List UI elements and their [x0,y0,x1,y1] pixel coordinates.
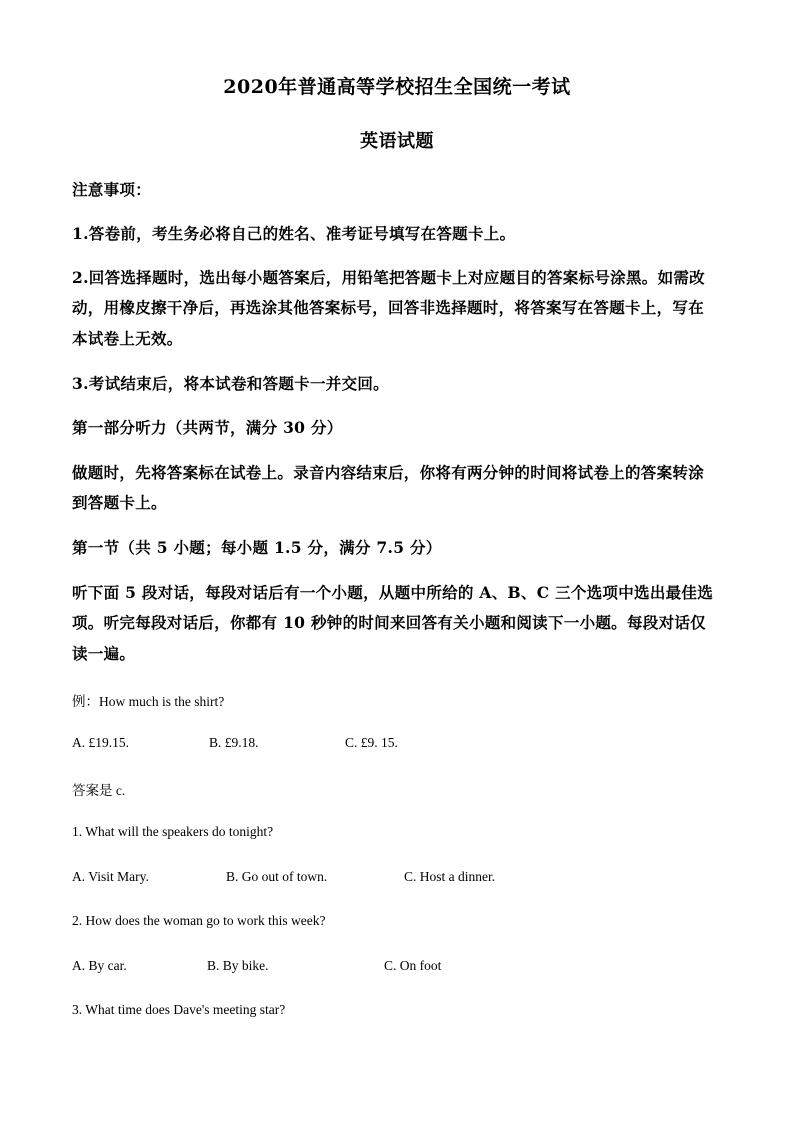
notice-item-1: 1.答卷前，考生务必将自己的姓名、准考证号填写在答题卡上。 [72,224,516,243]
question-1-option-a: A. Visit Mary. [72,869,149,884]
section1-instruction-line-1: 听下面 5 段对话，每段对话后有一个小题，从题中所给的 A、B、C 三个选项中选出最佳选 [72,583,714,602]
exam-subtitle: 英语试题 [360,131,434,152]
notice-item-2-line-3: 本试卷上无效。 [72,329,183,348]
section1-instruction-line-2: 项。听完每段对话后，你都有 10 秒钟的时间来回答有关小题和阅读下一小题。每段对话仅 [72,613,706,632]
question-1-option-c: C. Host a dinner. [404,869,496,884]
example-question: 例：How much is the shirt? [72,694,225,709]
exam-title: 2020年普通高等学校招生全国统一考试 [223,76,571,98]
example-option-c: C. £9. 15. [345,735,398,750]
notice-item-2-line-2: 动，用橡皮擦干净后，再选涂其他答案标号，回答非选择题时，将答案写在答题卡上，写在 [72,298,705,317]
example-answer: 答案是 c. [72,783,126,798]
section1-instruction-line-3: 读一遍。 [72,644,136,663]
question-1: 1. What will the speakers do tonight? [72,824,274,839]
question-3: 3. What time does Dave's meeting star? [72,1002,286,1017]
example-option-a: A. £19.15. [72,735,129,750]
notice-heading: 注意事项： [72,180,152,199]
section1-heading: 第一节（共 5 小题；每小题 1.5 分，满分 7.5 分） [72,538,442,557]
notice-item-2-line-1: 2.回答选择题时，选出每小题答案后，用铅笔把答题卡上对应题目的答案标号涂黑。如需改 [72,268,705,287]
question-2-option-b: B. By bike. [207,958,269,973]
example-option-b: B. £9.18. [209,735,259,750]
part1-instruction-line-2: 到答题卡上。 [72,493,167,512]
question-2-option-c: C. On foot [384,958,442,973]
part1-instruction-line-1: 做题时，先将答案标在试卷上。录音内容结束后，你将有两分钟的时间将试卷上的答案转涂 [72,463,705,482]
question-2-option-a: A. By car. [72,958,127,973]
question-2: 2. How does the woman go to work this week? [72,913,326,928]
part1-heading: 第一部分听力（共两节，满分 30 分） [72,418,343,437]
notice-item-3: 3.考试结束后，将本试卷和答题卡一并交回。 [72,374,389,393]
question-1-option-b: B. Go out of town. [226,869,328,884]
